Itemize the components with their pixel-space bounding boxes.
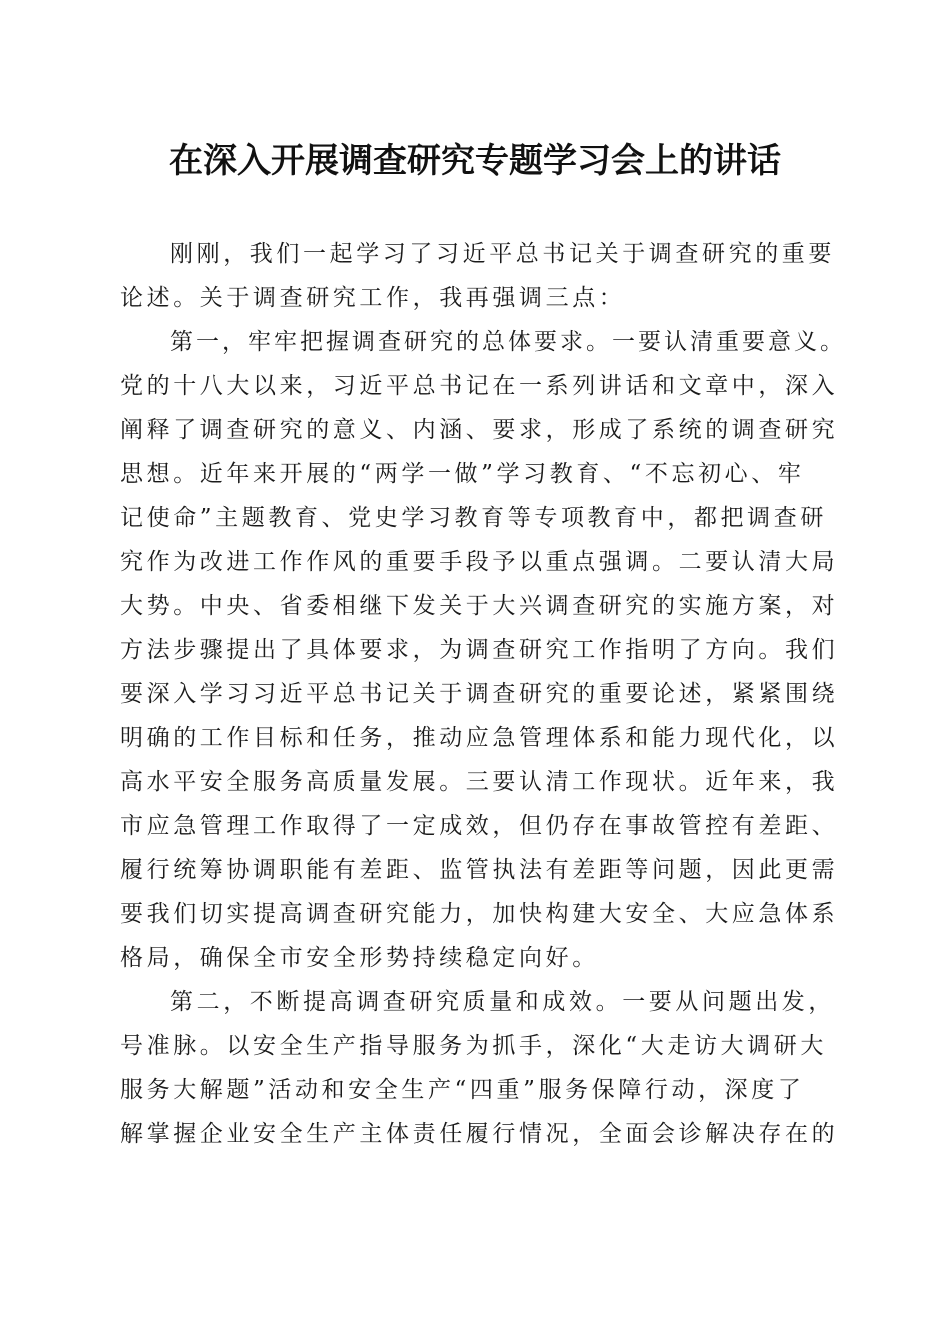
paragraph-line: 大势。中央、省委相继下发关于大兴调查研究的实施方案，对 <box>120 593 839 619</box>
paragraph-line: 解掌握企业安全生产主体责任履行情况，全面会诊解决存在的 <box>120 1121 839 1147</box>
paragraph-line: 高水平安全服务高质量发展。三要认清工作现状。近年来，我 <box>120 769 839 795</box>
paragraph-line: 号准脉。以安全生产指导服务为抓手，深化“大走访大调研大 <box>120 1033 827 1059</box>
paragraph-line: 服务大解题”活动和安全生产“四重”服务保障行动，深度了 <box>120 1077 805 1103</box>
paragraph-line: 刚刚，我们一起学习了习近平总书记关于调查研究的重要 <box>170 241 835 267</box>
paragraph-line: 格局，确保全市安全形势持续稳定向好。 <box>120 945 599 971</box>
paragraph-line: 履行统筹协调职能有差距、监管执法有差距等问题，因此更需 <box>120 857 839 883</box>
paragraph-line: 明确的工作目标和任务，推动应急管理体系和能力现代化，以 <box>120 725 839 751</box>
paragraph-line: 第一，牢牢把握调查研究的总体要求。一要认清重要意义。 <box>170 329 846 355</box>
paragraph-line: 要深入学习习近平总书记关于调查研究的重要论述，紧紧围绕 <box>120 681 839 707</box>
paragraph-line: 方法步骤提出了具体要求，为调查研究工作指明了方向。我们 <box>120 637 839 663</box>
paragraph-line: 论述。关于调查研究工作，我再强调三点： <box>120 285 626 311</box>
paragraph-line: 记使命”主题教育、党史学习教育等专项教育中，都把调查研 <box>120 505 827 531</box>
paragraph-line: 第二，不断提高调查研究质量和成效。一要从问题出发， <box>170 989 835 1015</box>
document-title: 在深入开展调查研究专题学习会上的讲话 <box>169 141 781 181</box>
paragraph-line: 要我们切实提高调查研究能力，加快构建大安全、大应急体系 <box>120 901 839 927</box>
paragraph-line: 市应急管理工作取得了一定成效，但仍存在事故管控有差距、 <box>120 813 839 839</box>
paragraph-line: 阐释了调查研究的意义、内涵、要求，形成了系统的调查研究 <box>120 417 839 443</box>
paragraph-line: 党的十八大以来，习近平总书记在一系列讲话和文章中，深入 <box>120 373 839 399</box>
paragraph-line: 究作为改进工作作风的重要手段予以重点强调。二要认清大局 <box>120 549 839 575</box>
paragraph-line: 思想。近年来开展的“两学一做”学习教育、“不忘初心、牢 <box>120 461 805 487</box>
